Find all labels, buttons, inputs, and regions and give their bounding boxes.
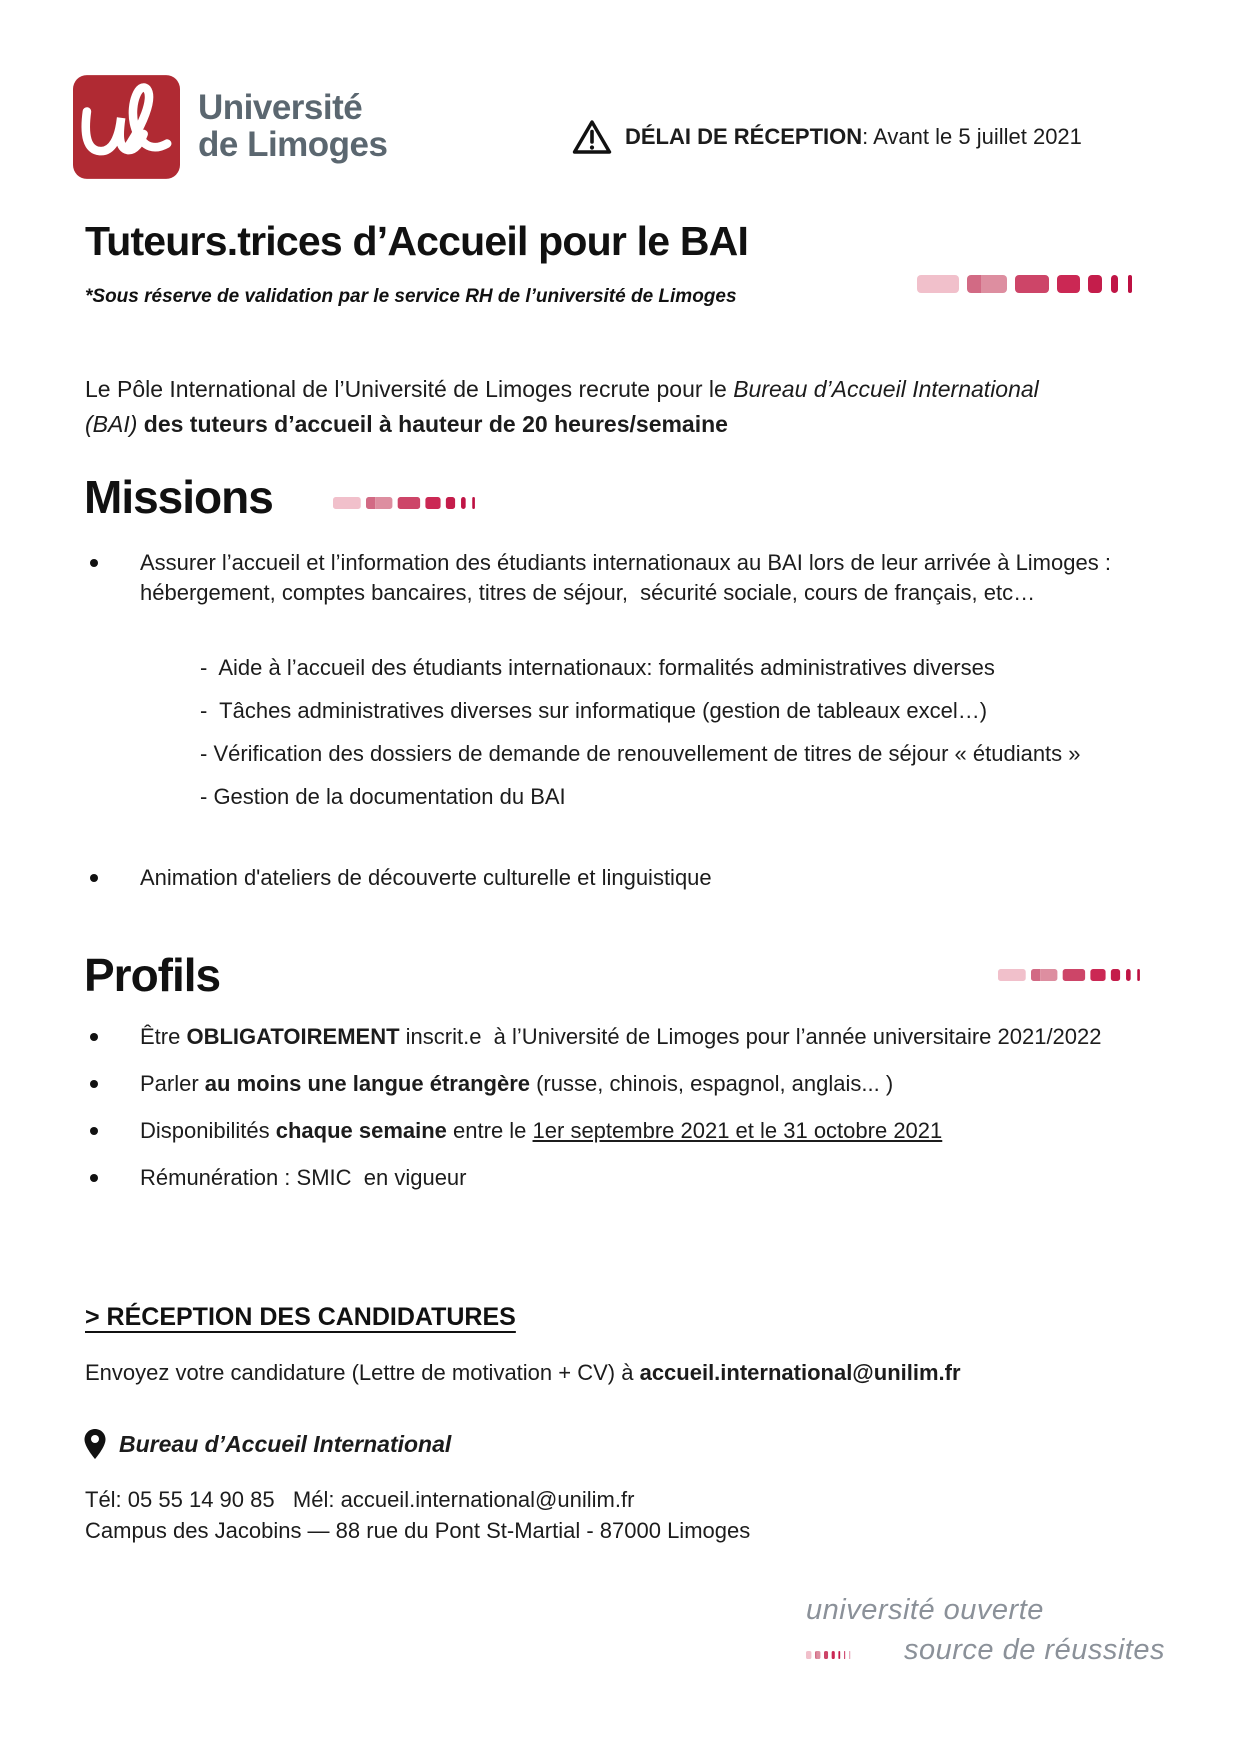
profils-list — [85, 1022, 1205, 1210]
text-run: Disponibilités — [140, 1118, 276, 1143]
bullet-dot-icon — [85, 1116, 140, 1135]
text-run-underline: 1er septembre 2021 et le 31 octobre 2021 — [532, 1118, 943, 1143]
logo-wordmark — [198, 75, 387, 163]
profil-bullet-text — [140, 1022, 1102, 1052]
page-subtitle: *Sous réserve de validation par le service RH de l’université de Limoges — [85, 286, 737, 307]
bullet-dot-icon — [85, 1163, 140, 1182]
accent-bar — [998, 969, 1140, 981]
deadline-label: DÉLAI DE RÉCEPTION — [625, 124, 863, 149]
contact-address-line: Campus des Jacobins — 88 rue du Pont St-Martial - 87000 Limoges — [85, 1518, 751, 1543]
deadline-banner — [571, 118, 1082, 156]
text-run: Être — [140, 1024, 187, 1049]
logo-monogram-icon — [73, 75, 180, 179]
profil-bullet-text: Rémunération : SMIC en vigueur — [140, 1165, 467, 1190]
contact-name: Bureau d’Accueil International — [119, 1430, 452, 1457]
intro-run1: Le Pôle International de l’Université de Limoges recrute pour le — [85, 376, 734, 402]
text-run: entre le — [446, 1118, 533, 1143]
mission-bullet — [85, 863, 1160, 893]
contact-block — [83, 1428, 451, 1460]
accent-bar — [917, 275, 1132, 293]
footer-slogan-line1: université ouverte — [806, 1594, 1044, 1626]
logo-wordmark-line1: Université — [198, 88, 363, 127]
bullet-dot-icon — [85, 863, 140, 882]
candidatures-prefix: Envoyez votre candidature (Lettre de motivation + CV) à — [85, 1360, 640, 1385]
profil-bullet-text — [140, 1116, 942, 1146]
bullet-dot-icon — [85, 548, 140, 567]
university-logo — [73, 75, 387, 179]
mission-subitem: - Gestion de la documentation du BAI — [200, 784, 566, 809]
text-run: Parler — [140, 1071, 205, 1096]
text-run-bold: chaque semaine — [275, 1118, 447, 1143]
profil-bullet-text — [140, 1069, 893, 1099]
page-title: Tuteurs.trices d’Accueil pour le BAI — [85, 218, 749, 264]
text-run-bold: au moins une langue étrangère — [204, 1071, 530, 1096]
bullet-dot-icon — [85, 1022, 140, 1041]
accent-bar — [806, 1646, 904, 1656]
mission-subitem: - Vérification des dossiers de demande de renouvellement de titres de séjour « étudiants » — [200, 741, 1081, 766]
profil-bullet — [85, 1022, 1205, 1052]
text-run: (russe, chinois, espagnol, anglais... ) — [529, 1071, 894, 1096]
intro-paragraph — [85, 372, 1050, 442]
candidatures-line — [85, 1360, 961, 1386]
footer-slogan-line2-row — [806, 1634, 1165, 1667]
deadline-value: : Avant le 5 juillet 2021 — [862, 124, 1082, 149]
email-address: accueil.international@unilim.fr — [639, 1360, 961, 1385]
mission-subitem: - Aide à l’accueil des étudiants internationaux: formalités administratives diverses — [200, 655, 995, 680]
location-pin-icon — [83, 1428, 107, 1460]
mission-subitems — [200, 656, 1081, 828]
bullet-dot-icon — [85, 1069, 140, 1088]
accent-bar — [333, 497, 475, 509]
warning-triangle-icon — [571, 118, 613, 156]
profil-bullet — [85, 1069, 1205, 1099]
intro-run2: Bureau d’Accueil International (BAI) — [85, 376, 1046, 437]
mission-bullet-text: Animation d'ateliers de découverte culturelle et linguistique — [140, 865, 712, 890]
footer-slogan-line2: source de réussites — [904, 1634, 1165, 1666]
mission-bullet-text: Assurer l’accueil et l’information des étudiants internationaux au BAI lors de leur arrivée à Limoges : hébergement, comptes bancaires, titres de séjour, sécurité sociale, cours de français, etc… — [140, 550, 1118, 605]
profil-bullet — [85, 1163, 1205, 1193]
profil-bullet — [85, 1116, 1205, 1146]
mission-bullet — [85, 548, 1160, 608]
contact-tel-line: Tél: 05 55 14 90 85 Mél: accueil.international@unilim.fr — [85, 1487, 635, 1512]
candidatures-heading: > RÉCEPTION DES CANDIDATURES — [85, 1303, 516, 1331]
mission-subitem: - Tâches administratives diverses sur informatique (gestion de tableaux excel…) — [200, 698, 988, 723]
text-run-bold: OBLIGATOIREMENT — [186, 1024, 400, 1049]
text-run: inscrit.e à l’Université de Limoges pour l’année universitaire 2021/2022 — [399, 1024, 1102, 1049]
intro-run3: des tuteurs d’accueil à hauteur de 20 heures/semaine — [143, 411, 728, 437]
logo-wordmark-line2: de Limoges — [198, 125, 388, 164]
missions-heading: Missions — [84, 471, 273, 523]
profils-heading: Profils — [84, 949, 221, 1001]
